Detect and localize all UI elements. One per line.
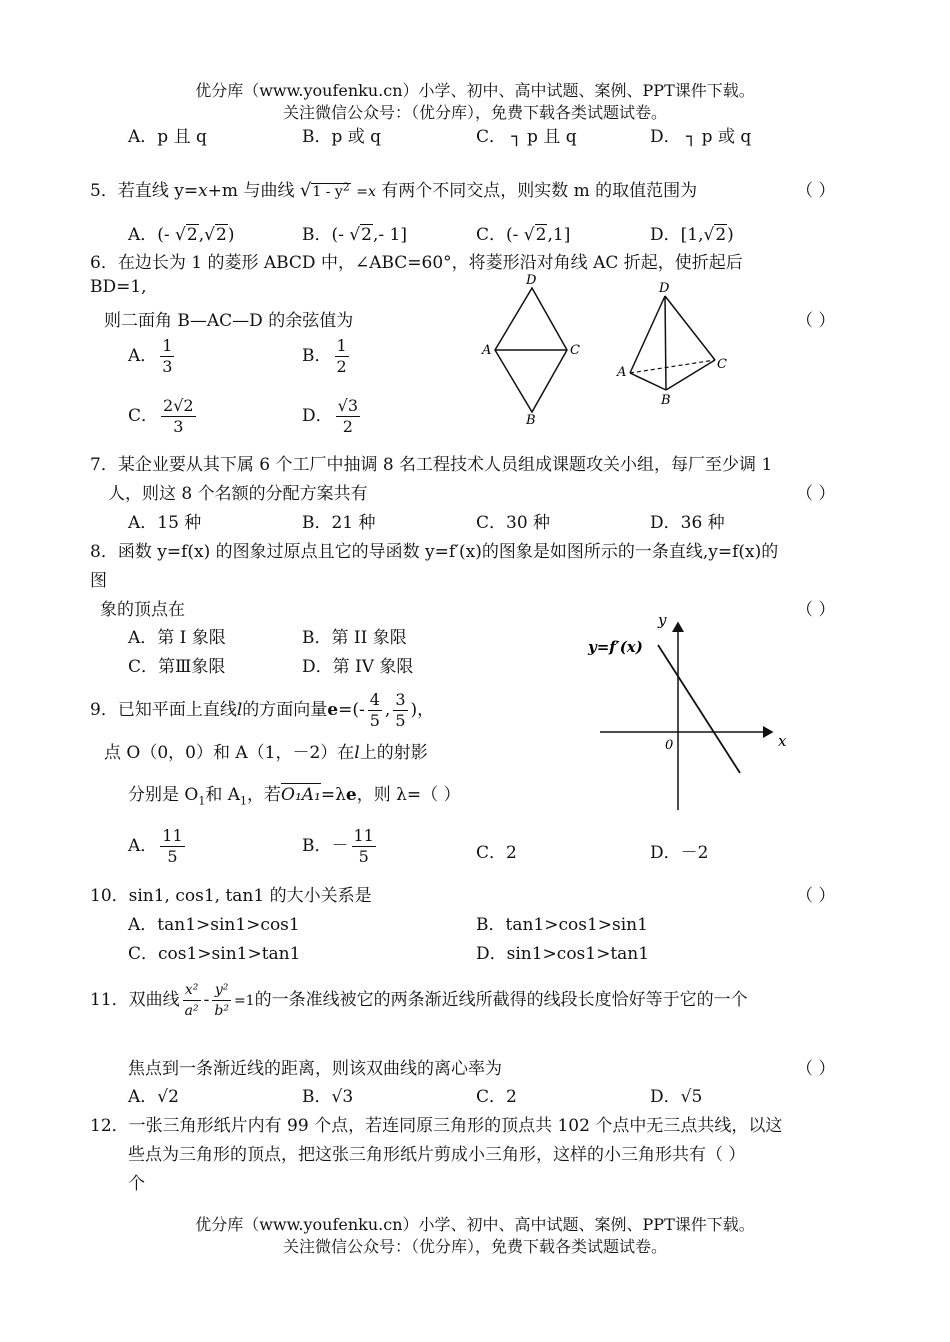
rhombus-figure [470, 270, 590, 430]
derivative-line [658, 645, 740, 773]
q10-answer-paren: （ ） [796, 886, 836, 906]
q7-option-b: B．21 种 [302, 513, 376, 533]
q6-option-a: A． $\frac{1}{3}$ [128, 336, 173, 376]
q9-stem-line-2: 点 O（0，0）和 A（1，－2）在l上的射影 [104, 743, 428, 763]
footer-line-2: 关注微信公众号：（优分库），免费下载各类试题试卷。 [282, 1237, 667, 1256]
header-line-1: 优分库（www.youfenku.cn）小学、初中、高中试题、案例、PPT课件下载。 [195, 81, 755, 100]
q5-option-d: D．[1,√2) [650, 225, 734, 245]
tetra-label-d: D [659, 281, 670, 296]
q11-option-c: C．2 [476, 1087, 517, 1107]
q4-option-b: B．p 或 q [302, 127, 382, 147]
q11-option-d: D．√5 [650, 1087, 703, 1107]
rhombus-label-c: C [570, 343, 580, 358]
q9-stem-line-3: 分别是 $O_1$和 $A_1$，若O₁A₁=λe，则 λ=（ ） [128, 785, 461, 808]
q6-stem-line-1: 6．在边长为 1 的菱形 ABCD 中，∠ABC=60°，将菱形沿对角线 AC 折起，使折起后 [90, 253, 743, 273]
graph-func-label: y=f′(x) [588, 638, 643, 656]
derivative-graph [580, 605, 800, 815]
q11-option-a: A．√2 [128, 1087, 179, 1107]
q8-option-c: C．第Ⅲ象限 [128, 657, 226, 677]
q5-option-a: A．(- √2,√2) [128, 225, 235, 245]
q7-answer-paren: （ ） [796, 484, 836, 504]
q9-option-c: C．2 [476, 843, 517, 863]
q5-option-c: C．(- √2,1] [476, 225, 571, 245]
rhombus-label-b: B [526, 413, 536, 428]
q9-option-d: D．－2 [650, 843, 709, 863]
q6-option-b: B． $\frac{1}{2}$ [302, 336, 347, 376]
q8-option-a: A．第 I 象限 [128, 628, 226, 648]
q6-option-c: C． $\frac{2√2}{3}$ [128, 396, 194, 436]
tetra-label-c: C [717, 357, 727, 372]
graph-y-label: y [658, 611, 667, 629]
tetra-label-a: A [617, 365, 627, 380]
q10-option-b: B．tan1>cos1>sin1 [476, 915, 648, 935]
tetra-label-b: B [661, 393, 671, 408]
q12-stem-line-1: 12．一张三角形纸片内有 99 个点，若连同原三角形的顶点共 102 个点中无三点共线，以这 [90, 1116, 783, 1136]
q10-stem: 10．sin1, cos1, tan1 的大小关系是 [90, 886, 372, 906]
q8-option-d: D．第 IV 象限 [302, 657, 414, 677]
q11-option-b: B．√3 [302, 1087, 354, 1107]
q10-option-d: D．sin1>cos1>tan1 [476, 944, 650, 964]
q5-option-b: B．(- √2,- 1] [302, 225, 407, 245]
q8-option-b: B．第 II 象限 [302, 628, 407, 648]
rhombus-label-a: A [482, 343, 492, 358]
q7-stem-line-1: 7．某企业要从其下属 6 个工厂中抽调 8 名工程技术人员组成课题攻关小组，每厂至少调 1 [90, 455, 773, 475]
q10-option-c: C．cos1>sin1>tan1 [128, 944, 301, 964]
q12-stem-line-2: 些点为三角形的顶点，把这张三角形纸片剪成小三角形，这样的小三角形共有（ ） [128, 1145, 746, 1165]
q6-stem-line-2: BD=1, [90, 277, 147, 297]
q11-answer-paren: （ ） [796, 1059, 836, 1079]
q6-answer-paren: （ ） [796, 311, 836, 331]
q10-option-a: A．tan1>sin1>cos1 [128, 915, 300, 935]
graph-x-label: x [778, 732, 787, 750]
q4-option-d: D． ┐ p 或 q [650, 127, 752, 147]
q9-option-b: B．－ $\frac{11}{5}$ [302, 826, 374, 866]
q11-stem-line-2: 焦点到一条渐近线的距离，则该双曲线的离心率为 [128, 1059, 502, 1079]
q8-answer-paren: （ ） [796, 600, 836, 620]
q8-stem-line-3: 象的顶点在 [100, 600, 185, 620]
graph-origin-label: 0 [665, 738, 674, 753]
q8-stem-line-2: 图 [90, 571, 107, 591]
q5-stem: 5．若直线 y=x+m 与曲线 $√1 - y^2 =x$ 有两个不同交点，则实数 m 的取值范围为 [90, 180, 698, 201]
q7-option-c: C．30 种 [476, 513, 551, 533]
rhombus-label-d: D [526, 273, 537, 288]
q7-stem-line-2: 人，则这 8 个名额的分配方案共有 [108, 484, 368, 504]
q4-option-c: C． ┐ p 且 q [476, 127, 577, 147]
q9-option-a: A． $\frac{11}{5}$ [128, 826, 183, 866]
q6-option-d: D． $\frac{√3}{2}$ [302, 396, 359, 436]
q9-stem-line-1: 9．已知平面上直线l的方面向量e=(- $\frac{4}{5}$ , $\frac{3}{5}$ )， [90, 690, 435, 730]
q7-option-d: D．36 种 [650, 513, 725, 533]
q5-answer-paren: （ ） [796, 181, 836, 201]
q11-stem-line-1: 11．双曲线 $\frac{\text{x²}}{\text{a²}}$ - $\frac{\text{y²}}{\text{b²}}$ =1的一条准线被它的两条渐近线所截得的线段长度恰好等于它的一个 [90, 982, 748, 1019]
q4-option-a: A．p 且 q [128, 127, 207, 147]
tetrahedron-figure [610, 278, 740, 408]
q7-option-a: A．15 种 [128, 513, 202, 533]
header-line-2: 关注微信公众号：（优分库），免费下载各类试题试卷。 [282, 103, 667, 122]
q8-stem-line-1: 8．函数 y=f(x) 的图象过原点且它的导函数 y=f′(x)的图象是如图所示的一条直线,y=f(x)的 [90, 542, 779, 562]
footer-line-1: 优分库（www.youfenku.cn）小学、初中、高中试题、案例、PPT课件下载。 [195, 1215, 755, 1234]
q6-stem-line-3: 则二面角 B—AC—D 的余弦值为 [104, 311, 354, 331]
q12-stem-line-3: 个 [128, 1174, 145, 1194]
